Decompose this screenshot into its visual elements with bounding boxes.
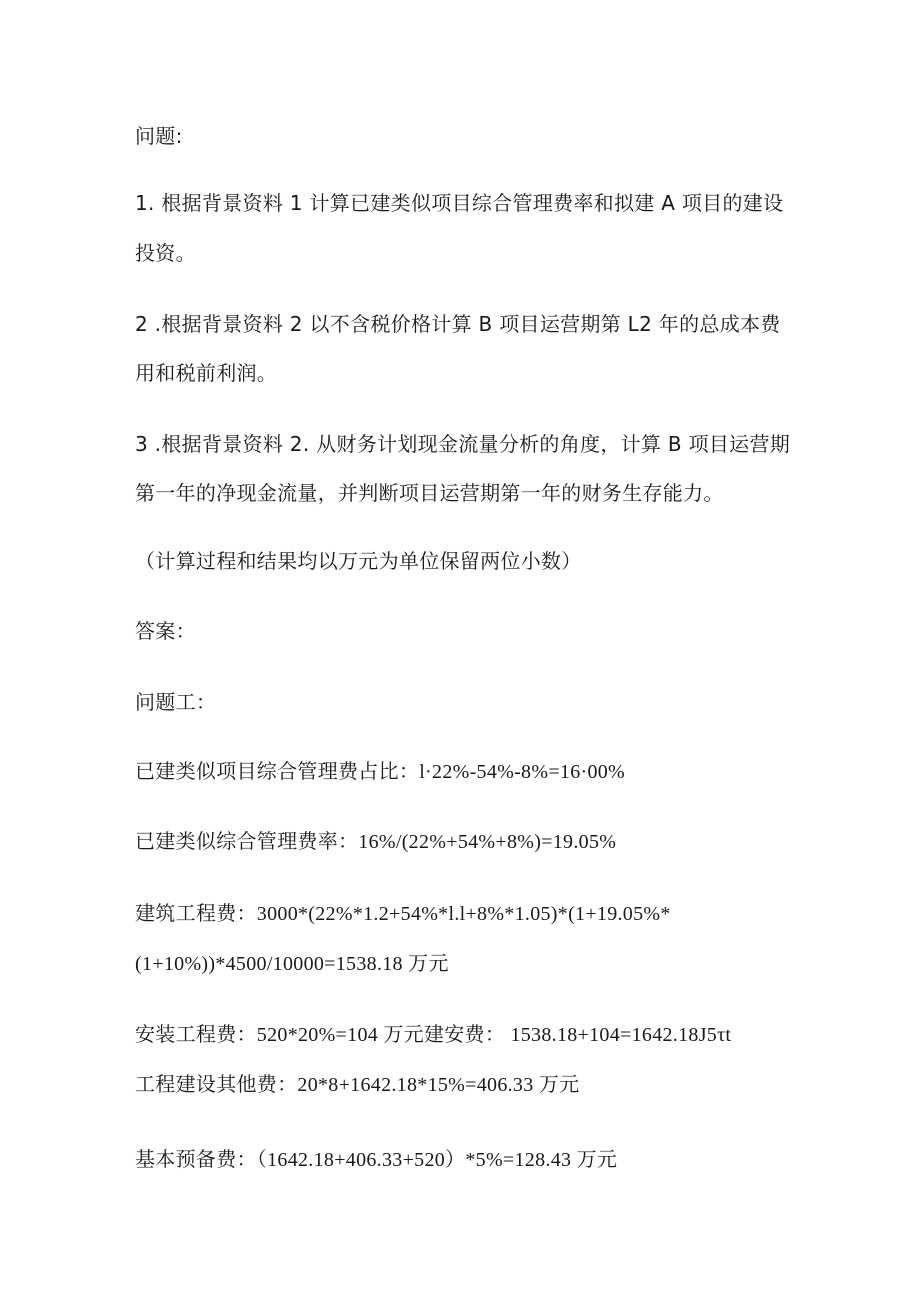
answer-heading: 答案： <box>135 619 196 643</box>
question-3-line-2: 第一年的净现金流量，并判断项目运营期第一年的财务生存能力。 <box>135 481 724 505</box>
question-1-line-1: 1. 根据背景资料 1 计算已建类似项目综合管理费率和拟建 A 项目的建设 <box>135 191 784 215</box>
formula-installation-cost: 安装工程费：520*20%=104 万元建安费： 1538.18+104=1642.18J5τt <box>135 1024 732 1046</box>
answer-question-1-heading: 问题工： <box>135 690 217 714</box>
question-2-line-2: 用和税前利润。 <box>135 361 278 385</box>
formula-management-rate: 已建类似综合管理费率：16%/(22%+54%+8%)=19.05% <box>135 831 617 853</box>
question-1-line-2: 投资。 <box>135 241 196 265</box>
calculation-note: （计算过程和结果均以万元为单位保留两位小数） <box>135 549 582 573</box>
formula-management-share: 已建类似项目综合管理费占比：l·22%-54%-8%=16·00% <box>135 761 626 783</box>
formula-construction-cost-line-1: 建筑工程费：3000*(22%*1.2+54%*l.l+8%*1.05)*(1+19.05%* <box>135 903 671 925</box>
formula-other-costs: 工程建设其他费：20*8+1642.18*15%=406.33 万元 <box>135 1074 580 1096</box>
question-2-line-1: 2 .根据背景资料 2 以不含税价格计算 B 项目运营期第 L2 年的总成本费 <box>135 312 781 336</box>
question-3-line-1: 3 .根据背景资料 2. 从财务计划现金流量分析的角度，计算 B 项目运营期 <box>135 432 791 456</box>
formula-basic-reserve: 基本预备费：（1642.18+406.33+520）*5%=128.43 万元 <box>135 1149 618 1171</box>
question-heading: 问题: <box>135 124 183 148</box>
formula-construction-cost-line-2: (1+10%))*4500/10000=1538.18 万元 <box>135 953 449 975</box>
